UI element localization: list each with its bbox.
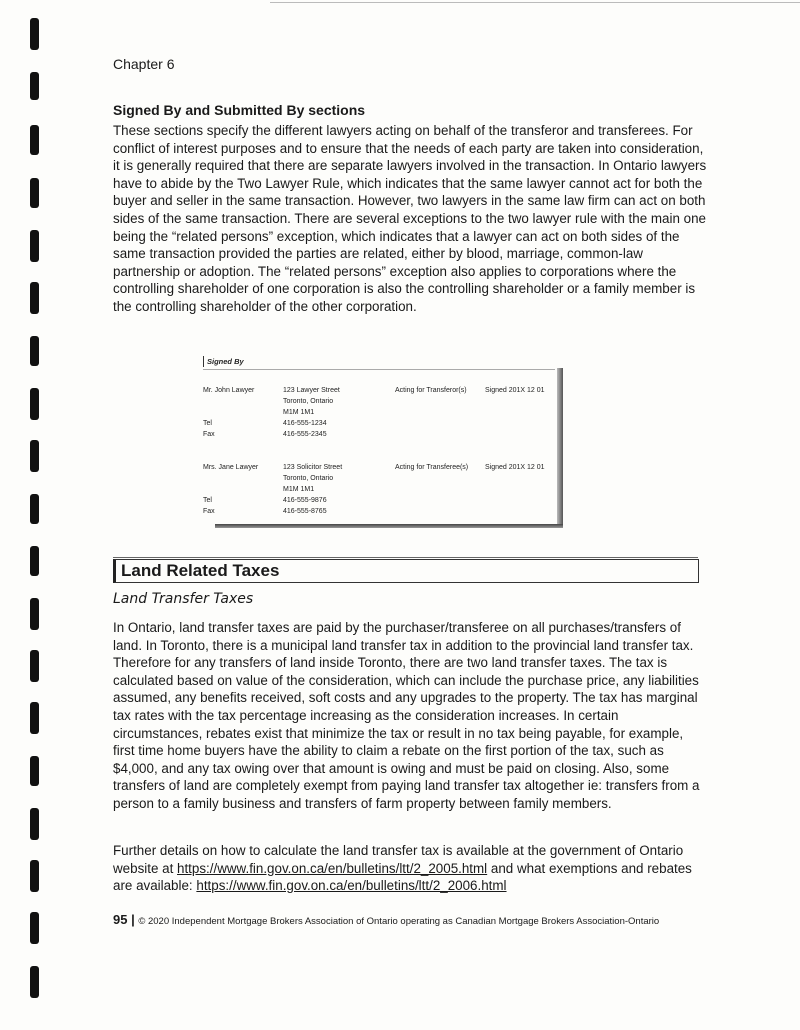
lawyer-name: Mrs. Jane Lawyer: [203, 464, 259, 471]
binder-hole: [30, 756, 39, 786]
binder-hole: [30, 178, 39, 208]
address-line: 123 Solicitor Street: [283, 464, 343, 471]
subsection-heading: Land Transfer Taxes: [113, 591, 254, 607]
page-footer: [113, 912, 659, 927]
footer-separator: |: [127, 912, 139, 927]
tel-label: Tel: [203, 420, 212, 427]
signed-by-figure: [195, 356, 563, 528]
binder-hole: [30, 494, 39, 524]
fax-label: Fax: [203, 431, 215, 438]
binder-hole: [30, 440, 39, 472]
binder-hole: [30, 912, 39, 944]
bulletin-link[interactable]: https://www.fin.gov.on.ca/en/bulletins/ltt/2_2006.html: [196, 878, 507, 894]
paragraph-text: and what exemptions and rebates are available:: [113, 860, 692, 894]
signed-by-title: Signed By: [203, 356, 244, 367]
copyright-text: © 2020 Independent Mortgage Brokers Association of Ontario operating as Canadian Mortgage Brokers Association-Ontario: [138, 916, 660, 927]
paragraph-text: Further details on how to calculate the land transfer tax is available at the government of Ontario website at: [113, 843, 684, 876]
figure-shadow: [215, 524, 563, 528]
page-edge-line: [270, 2, 800, 3]
tel-number: 416-555-1234: [283, 420, 327, 427]
lawyer-name: Mr. John Lawyer: [203, 387, 255, 394]
tel-label: Tel: [203, 497, 212, 504]
figure-shadow: [557, 368, 563, 528]
address-line: Toronto, Ontario: [283, 398, 334, 405]
address-line: M1M 1M1: [283, 486, 315, 493]
section-paragraph: In Ontario, land transfer taxes are paid by the purchaser/transferee on all purchases/transfers of land. In Toronto, there is a municipal land transfer tax in addition to the provincial land transfer tax. Therefore for any transfers of land inside Toronto, there are two land transfer taxes. The tax is calculated based on value of the consideration, which can include the purchase price, any liabilities assumed, any benefits received, soft costs and any upgrades to the property. The tax has marginal tax rates with the tax percentage increasing as the consideration increases. In certain circumstances, rebates exist that minimize the tax or result in no tax being payable, for example, first time home buyers have the ability to claim a rebate on the first portion of the tax, such as $4,000, and any tax owing over that amount is owing and must be paid on closing. Also, some transfers of land are completely exempt from paying land transfer tax altogether ie: transfers from a person to a family business and transfers of farm property between family members.: [113, 620, 700, 811]
chapter-label: Chapter 6: [113, 56, 175, 72]
binder-hole: [30, 546, 39, 576]
divider: [113, 557, 698, 558]
binder-hole: [30, 650, 39, 682]
address-line: M1M 1M1: [283, 409, 315, 416]
binder-hole: [30, 702, 39, 734]
binder-hole: [30, 598, 39, 630]
bulletin-link[interactable]: https://www.fin.gov.on.ca/en/bulletins/ltt/2_2005.html: [177, 860, 488, 876]
section-paragraph: These sections specify the different lawyers acting on behalf of the transferor and transferees. For conflict of interest purposes and to ensure that the needs of each party are taken into consideration, it is generally required that there are separate lawyers involved in the transaction. In Ontario lawyers have to abide by the Two Lawyer Rule, which indicates that the same lawyer cannot act for both the buyer and seller in the same transaction. However, two lawyers in the same law firm can act on both sides of the same transaction. There are several exceptions to the two lawyer rule with the main one being the “related persons” exception, which indicates that a lawyer can act on both sides of the same transaction provided the parties are related, either by blood, marriage, common-law partnership or adoption. The “related persons” exception also applies to corporations where the controlling shareholder of one corporation is also the controlling shareholder or a family member is the controlling shareholder of the other corporation.: [113, 123, 707, 314]
binder-hole: [30, 72, 39, 100]
section-heading-box: [113, 559, 699, 583]
lawyer-address: [283, 462, 342, 517]
signed-date: Signed 201X 12 01: [485, 464, 545, 471]
fax-number: 416-555-8765: [283, 508, 327, 515]
tel-number: 416-555-9876: [283, 497, 327, 504]
divider: [203, 369, 555, 370]
binder-hole: [30, 860, 39, 892]
address-line: 123 Lawyer Street: [283, 387, 340, 394]
acting-for: Acting for Transferor(s): [395, 387, 467, 394]
binder-hole: [30, 230, 39, 262]
binder-hole: [30, 125, 39, 155]
fax-label: Fax: [203, 508, 215, 515]
page-number: 95: [113, 912, 128, 927]
fax-number: 416-555-2345: [283, 431, 327, 438]
binder-hole: [30, 282, 39, 314]
binder-hole: [30, 966, 39, 998]
binder-hole: [30, 18, 39, 50]
address-line: Toronto, Ontario: [283, 475, 334, 482]
signed-date: Signed 201X 12 01: [485, 387, 545, 394]
acting-for: Acting for Transferee(s): [395, 464, 469, 471]
section-heading: Signed By and Submitted By sections: [113, 102, 366, 118]
binder-hole: [30, 388, 39, 420]
binder-hole: [30, 808, 39, 840]
binder-hole: [30, 336, 39, 366]
section-heading: Land Related Taxes: [121, 561, 280, 580]
section-paragraph: [113, 842, 708, 895]
lawyer-address: [283, 385, 340, 440]
